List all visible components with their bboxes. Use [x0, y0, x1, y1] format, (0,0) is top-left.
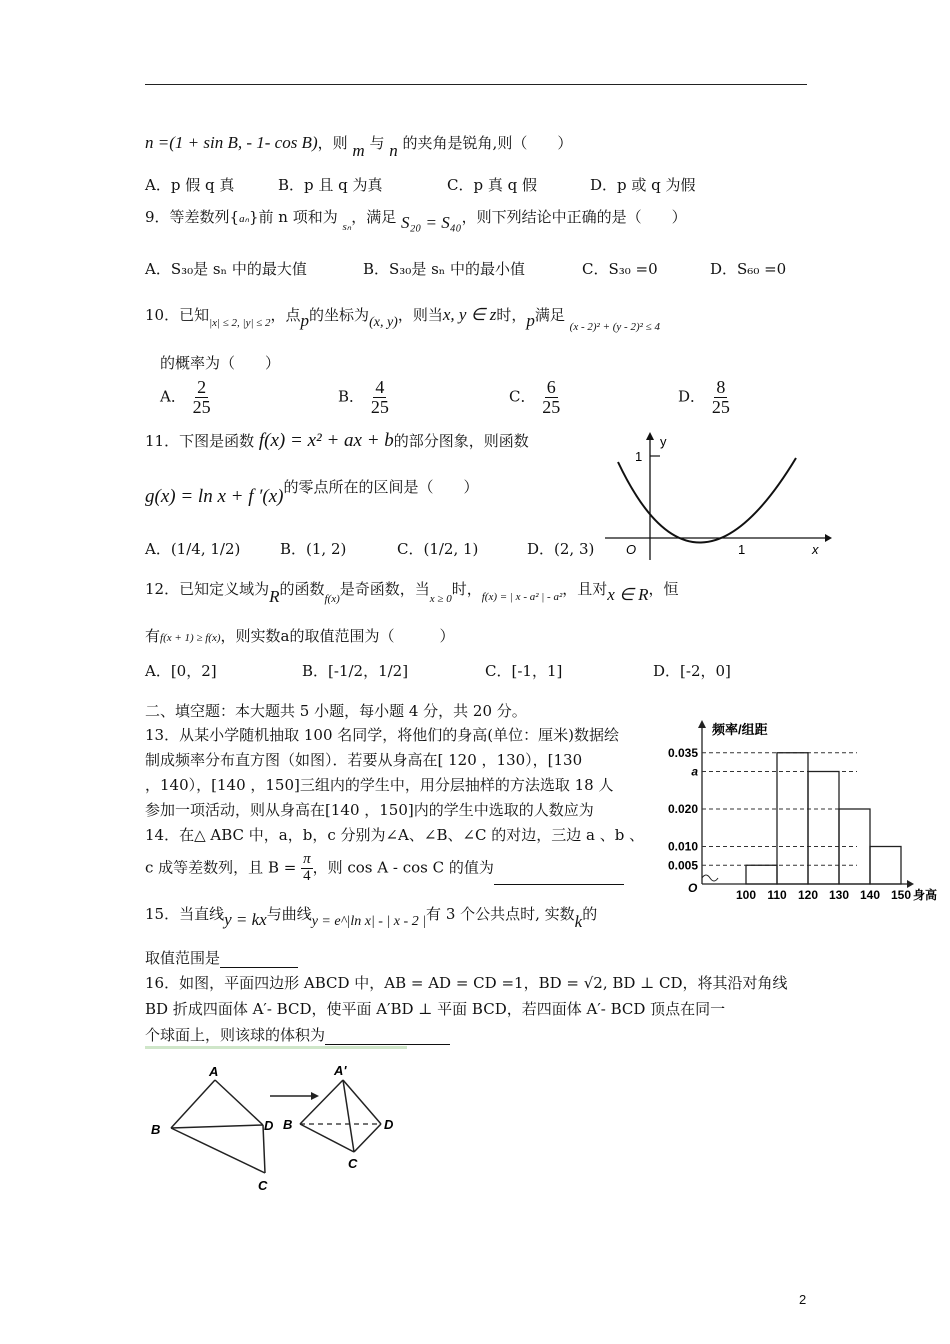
edge-a2b: [300, 1080, 343, 1124]
label-c: C: [258, 1178, 268, 1193]
q14-answer-blank[interactable]: [494, 868, 624, 885]
label-d: D: [264, 1118, 274, 1133]
q9-option-d: D．S₆₀ =0: [710, 260, 787, 278]
origin-label: O: [626, 542, 637, 557]
y-axis-arrow: [646, 432, 654, 440]
header-rule: [145, 84, 807, 85]
edge-bd: [171, 1125, 263, 1128]
q12-line2: 有f(x + 1) ≥ f(x)，则实数a的取值范围为（ ）: [145, 627, 455, 645]
x-tick-label: 150: [890, 888, 912, 902]
section-title: 二、填空题：本大题共 5 小题，每小题 4 分，共 20 分。: [145, 702, 527, 720]
histogram-plot: [668, 720, 937, 902]
q10-option-d: D． $\frac{8}{25}$: [678, 377, 730, 417]
q16-line2: BD 折成四面体 A′- BCD，使平面 A′BD ⊥ 平面 BCD，若四面体 A′- BCD 顶点在同一: [145, 1000, 726, 1018]
q10-option-c: C． $\frac{6}{25}$: [509, 377, 561, 417]
label-b: B: [151, 1122, 161, 1137]
y-tick-label: 1: [635, 449, 643, 464]
q11-stem: 11．下图是函数 f(x) = x² + ax + b的部分图象，则函数: [145, 430, 529, 451]
parabola-curve: [618, 458, 796, 543]
frequency-histogram: [660, 712, 945, 907]
y-axis-label: 频率/组距: [712, 722, 768, 737]
q8-option-a: A．p 假 q 真: [145, 176, 235, 194]
x-tick-label: 1: [738, 542, 746, 557]
fold-arrow-head: [311, 1092, 319, 1100]
q15-stem: 15．当直线y = kx与曲线y = e^|ln x| - | x - 2 |有 3 个公共点时, 实数k的: [145, 905, 598, 931]
q11-option-b: B．(1, 2): [280, 540, 347, 558]
q9-stem: 9．等差数列{aₙ}前 n 项和为 $_{s_n}$，满足 S₂₀ = S₄₀，则下列结论中正确的是（ ）: [145, 208, 687, 233]
x-tick-label: 140: [859, 888, 881, 902]
q11-option-c: C．(1/2, 1): [397, 540, 479, 558]
q13-line3: ，140），[140 ，150]三组内的学生中，用分层抽样的方法选取 18 人: [145, 776, 614, 794]
q13-line2: 制成频率分布直方图（如图）．若要从身高在[ 120 ，130），[130: [145, 751, 583, 769]
q14-line1: 14．在△ ABC 中，a，b，c 分别为∠A、∠B、∠C 的对边，三边 a 、b 、: [145, 826, 645, 844]
label-a: A: [209, 1064, 219, 1079]
q16-line3: 个球面上，则该球的体积为: [145, 1024, 450, 1045]
q10-option-b: B． $\frac{4}{25}$: [338, 377, 389, 417]
q11-option-d: D．(2, 3): [527, 540, 595, 558]
origin-label: O: [688, 881, 698, 895]
y-axis-arrow: [698, 720, 706, 728]
q10-stem: 10．已知$_{|x| \le 2, |y| \le 2}$，点p的坐标为(x, y)，则当x, y ∈ z时，p满足 $_{(x - 2)^2 + (y - 2)^2 \le 4}$: [145, 305, 660, 333]
q8-option-d: D．p 或 q 为假: [590, 176, 696, 194]
y-axis-label: y: [660, 434, 667, 449]
edge-bc-2: [300, 1124, 354, 1152]
x-tick-label: 110: [767, 888, 787, 902]
q12-option-c: C．[-1，1]: [485, 662, 563, 680]
q8-vector: n =(1 + sin B, - 1- cos B): [145, 133, 318, 152]
x-axis-arrow: [907, 880, 914, 888]
q16-line1: 16．如图，平面四边形 ABCD 中，AB = AD = CD =1，BD = √2, BD ⊥ CD，将其沿对角线: [145, 974, 788, 992]
y-tick-label: 0.010: [667, 839, 698, 854]
label-a-prime: A': [334, 1063, 347, 1078]
x-axis-label: 身高: [913, 888, 938, 902]
parabola-graph: [600, 430, 835, 565]
page-number: 2: [799, 1292, 807, 1307]
histogram-bar: [808, 772, 839, 885]
y-tick-label: 0.035: [667, 745, 698, 760]
q9-option-b: B．S₃₀是 sₙ 中的最小值: [363, 260, 526, 278]
q9-option-c: C．S₃₀ =0: [582, 260, 658, 278]
q12-stem: 12．已知定义域为R的函数$_{f(x)}$是奇函数，当$_{x \ge 0}$时，$_{f(x) = | x - a^2 | - a^2}$，且对x ∈ R，恒: [145, 580, 679, 606]
x-tick-label: 130: [828, 888, 850, 902]
x-tick-label: 100: [735, 888, 757, 902]
histogram-bar: [746, 865, 777, 884]
label-c-2: C: [348, 1156, 358, 1171]
q8-option-c: C．p 真 q 假: [447, 176, 537, 194]
q13-line4: 参加一项活动，则从身高在[140 ，150]内的学生中选取的人数应为: [145, 801, 594, 819]
edge-ab: [171, 1080, 215, 1128]
y-tick-label: a: [691, 764, 698, 779]
q12-option-d: D．[-2，0]: [653, 662, 731, 680]
q9-option-a: A．S₃₀是 sₙ 中的最大值: [145, 260, 307, 278]
q16-answer-blank[interactable]: [325, 1028, 450, 1045]
q10-line2: 的概率为（ ）: [160, 354, 281, 372]
q8-tail: n =(1 + sin B, - 1- cos B)，则 m 与 n 的夹角是锐角,则（ ）: [145, 133, 573, 160]
axis-break: [702, 875, 718, 881]
q11-option-a: A．(1/4, 1/2): [145, 540, 241, 558]
histogram-bar: [870, 847, 901, 885]
edge-ad: [215, 1080, 263, 1125]
edge-bc: [171, 1128, 265, 1173]
x-axis-label: x: [812, 542, 819, 557]
x-tick-label: 120: [797, 888, 819, 902]
label-d-2: D: [384, 1117, 394, 1132]
q13-line1: 13．从某小学随机抽取 100 名同学，将他们的身高(单位：厘米)数据绘: [145, 726, 619, 744]
y-tick-label: 0.005: [667, 858, 698, 873]
y-tick-label: 0.020: [667, 802, 698, 816]
folding-figure: [145, 1062, 410, 1197]
label-b-2: B: [283, 1117, 293, 1132]
q11-stem-2: g(x) = ln x + f ′(x)的零点所在的区间是（ ）: [145, 478, 479, 507]
q15-line2: 取值范围是: [145, 947, 298, 968]
highlight-line: [145, 1046, 407, 1049]
q8-option-b: B．p 且 q 为真: [278, 176, 383, 194]
edge-dc-2: [354, 1124, 381, 1152]
histogram-bar: [777, 753, 808, 884]
q14-line2: c 成等差数列，且 B = $\frac{\pi}{4}$ ，则 cos A - cos C 的值为: [145, 852, 624, 885]
x-axis-arrow: [825, 534, 832, 542]
q15-answer-blank[interactable]: [220, 951, 298, 968]
q12-option-b: B．[-1/2，1/2]: [302, 662, 409, 680]
q10-option-a: A． $\frac{2}{25}$: [160, 377, 211, 417]
q12-option-a: A．[0，2]: [145, 662, 217, 680]
